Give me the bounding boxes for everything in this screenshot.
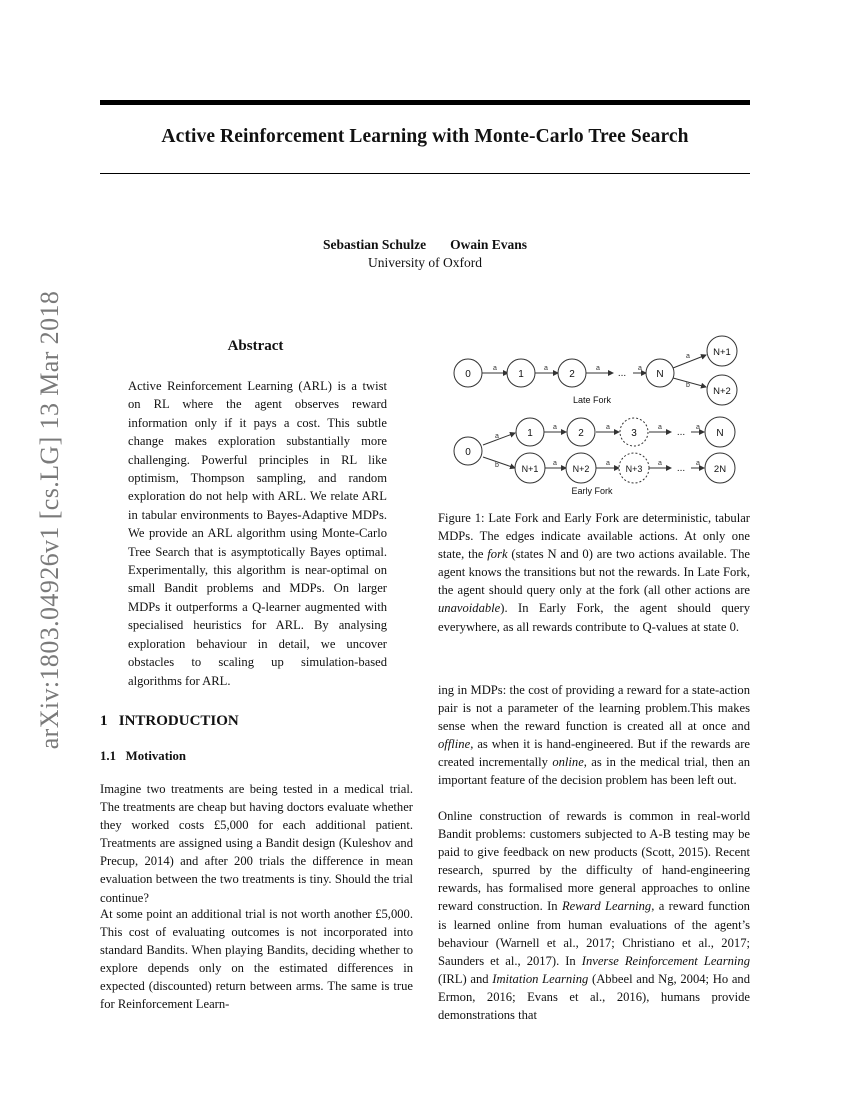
edge-label: a [606,424,610,431]
node-label: 1 [527,428,533,439]
node-label: N+3 [625,464,643,474]
section-heading: 1 INTRODUCTION [100,713,239,729]
author-list [100,237,750,253]
intro-paragraph: ing in MDPs: the cost of providing a reward for a state-action pair is not a parameter of the learning problem.This makes sense when the reward function is created all at once and offline, as when it is hand-engineered. But if the rewards are created incrementally online, as in the medical trial, then an important feature of the decision problem has been left out. [438,683,750,788]
edge-label: a [658,424,662,431]
node-label: 3 [631,428,637,439]
intro-paragraph: Imagine two treatments are being tested in a medical trial. The treatments are cheap but having doctors evaluate whether they worked costs £5,000 for each additional patient. Treatments are assigned using a Bandit design (Kuleshov and Precup, 2014) and after 200 trials the difference in mean evaluation between the two treatments is tiny. Should the trial continue? [100,782,413,905]
author-name: Sebastian Schulze [322,237,427,252]
arxiv-identifier: arXiv:1803.04926v1 [cs.LG] 13 Mar 2018 [35,290,64,750]
edge-label: a [495,433,499,440]
figure-1-diagram [438,335,750,500]
node-label: N [716,428,724,439]
edge-label: a [696,460,700,467]
node-label: N+1 [521,464,539,474]
ellipsis: ... [676,463,686,474]
edge-label: a [553,460,557,467]
node-label: N+2 [713,386,731,397]
edge-label: a [658,460,662,467]
edge-label: a [696,424,700,431]
figure-1-caption: Figure 1: Late Fork and Early Fork are deterministic, tabular MDPs. The edges indicate available actions. At only one state, the fork (states N and 0) are two actions available. The agent knows the transitions but not the rewards. In Late Fork, the agent should query only at the fork (all other actions are unavoidable). In Early Fork, the agent should query everywhere, as all rewards contribute to Q-values at state 0. [438,511,750,634]
edge [483,433,515,445]
edge-label: b [686,382,690,389]
abstract-heading: Abstract [227,338,284,354]
edge-label: a [686,353,690,360]
intro-paragraph: At some point an additional trial is not worth another £5,000. This cost of evaluating outcomes is not incorporated into standard Bandits. When playing Bandits, deciding whether to explore depends only on the estimated differences in expected (discounted) return between arms. The same is true for Reinforcement Learn- [100,907,413,1012]
affiliation: University of Oxford [368,255,482,270]
abstract-body: Active Reinforcement Learning (ARL) is a twist on RL where the agent observes reward information only if it pays a cost. This subtle change makes exploration substantially more challenging. Powerful principles in RL like optimism, Thompson sampling, and random exploration do not help with ARL. We relate ARL in tabular environments to Bayes-Adaptive MDPs. We provide an ARL algorithm using Monte-Carlo Tree Search that is asymptotically Bayes optimal. Experimentally, this algorithm is near-optimal on small Bandit problems and MDPs. On larger MDPs it outperforms a Q-learner augmented with specialised heuristics for ARL. By analysing exploration behaviour in detail, we uncover obstacles to scaling up simulation-based algorithms for ARL. [128,379,387,688]
intro-paragraph: Online construction of rewards is common in real-world Bandit problems: customers subjected to A-B testing may be paid to give feedback on new products (Scott, 2015). Recent research, spurred by the difficulty of hand-engineering rewards, has formalised more general approaches to online reward construction. In Reward Learning, a reward function is learned online from human evaluations of the agent’s behaviour (Warnell et al., 2017; Christiano et al., 2017; Saunders et al., 2017). In Inverse Reinforcement Learning (IRL) and Imitation Learning (Abbeel and Ng, 2004; Ho and Ermon, 2016; Evans et al., 2016), humans provide demonstrations that [438,809,751,1023]
title-rule [100,173,750,174]
edge [483,457,515,468]
node-label: 2 [569,369,575,380]
edge-label: a [493,365,497,372]
edge-label: a [553,424,557,431]
author-name: Owain Evans [450,237,528,252]
edge-label: a [544,365,548,372]
diagram-label-late-fork: Late Fork [572,395,612,405]
top-rule [100,100,750,105]
ellipsis: ... [617,368,627,379]
ellipsis: ... [676,427,686,438]
node-label: N [656,369,664,380]
diagram-label-early-fork: Early Fork [571,486,613,496]
node-label: 2N [713,464,727,475]
subsection-heading: 1.1 Motivation [100,749,187,763]
node-label: N+2 [572,464,590,474]
node-label: 2 [578,428,584,439]
edge-label: a [606,460,610,467]
edge-label: b [495,462,499,469]
paper-title: Active Reinforcement Learning with Monte-Carlo Tree Search [161,126,689,147]
edge-label: a [638,365,642,372]
edge-label: a [596,365,600,372]
node-label: 0 [465,447,471,458]
node-label: 1 [518,369,524,380]
node-label: N+1 [713,347,731,358]
node-label: 0 [465,369,471,380]
